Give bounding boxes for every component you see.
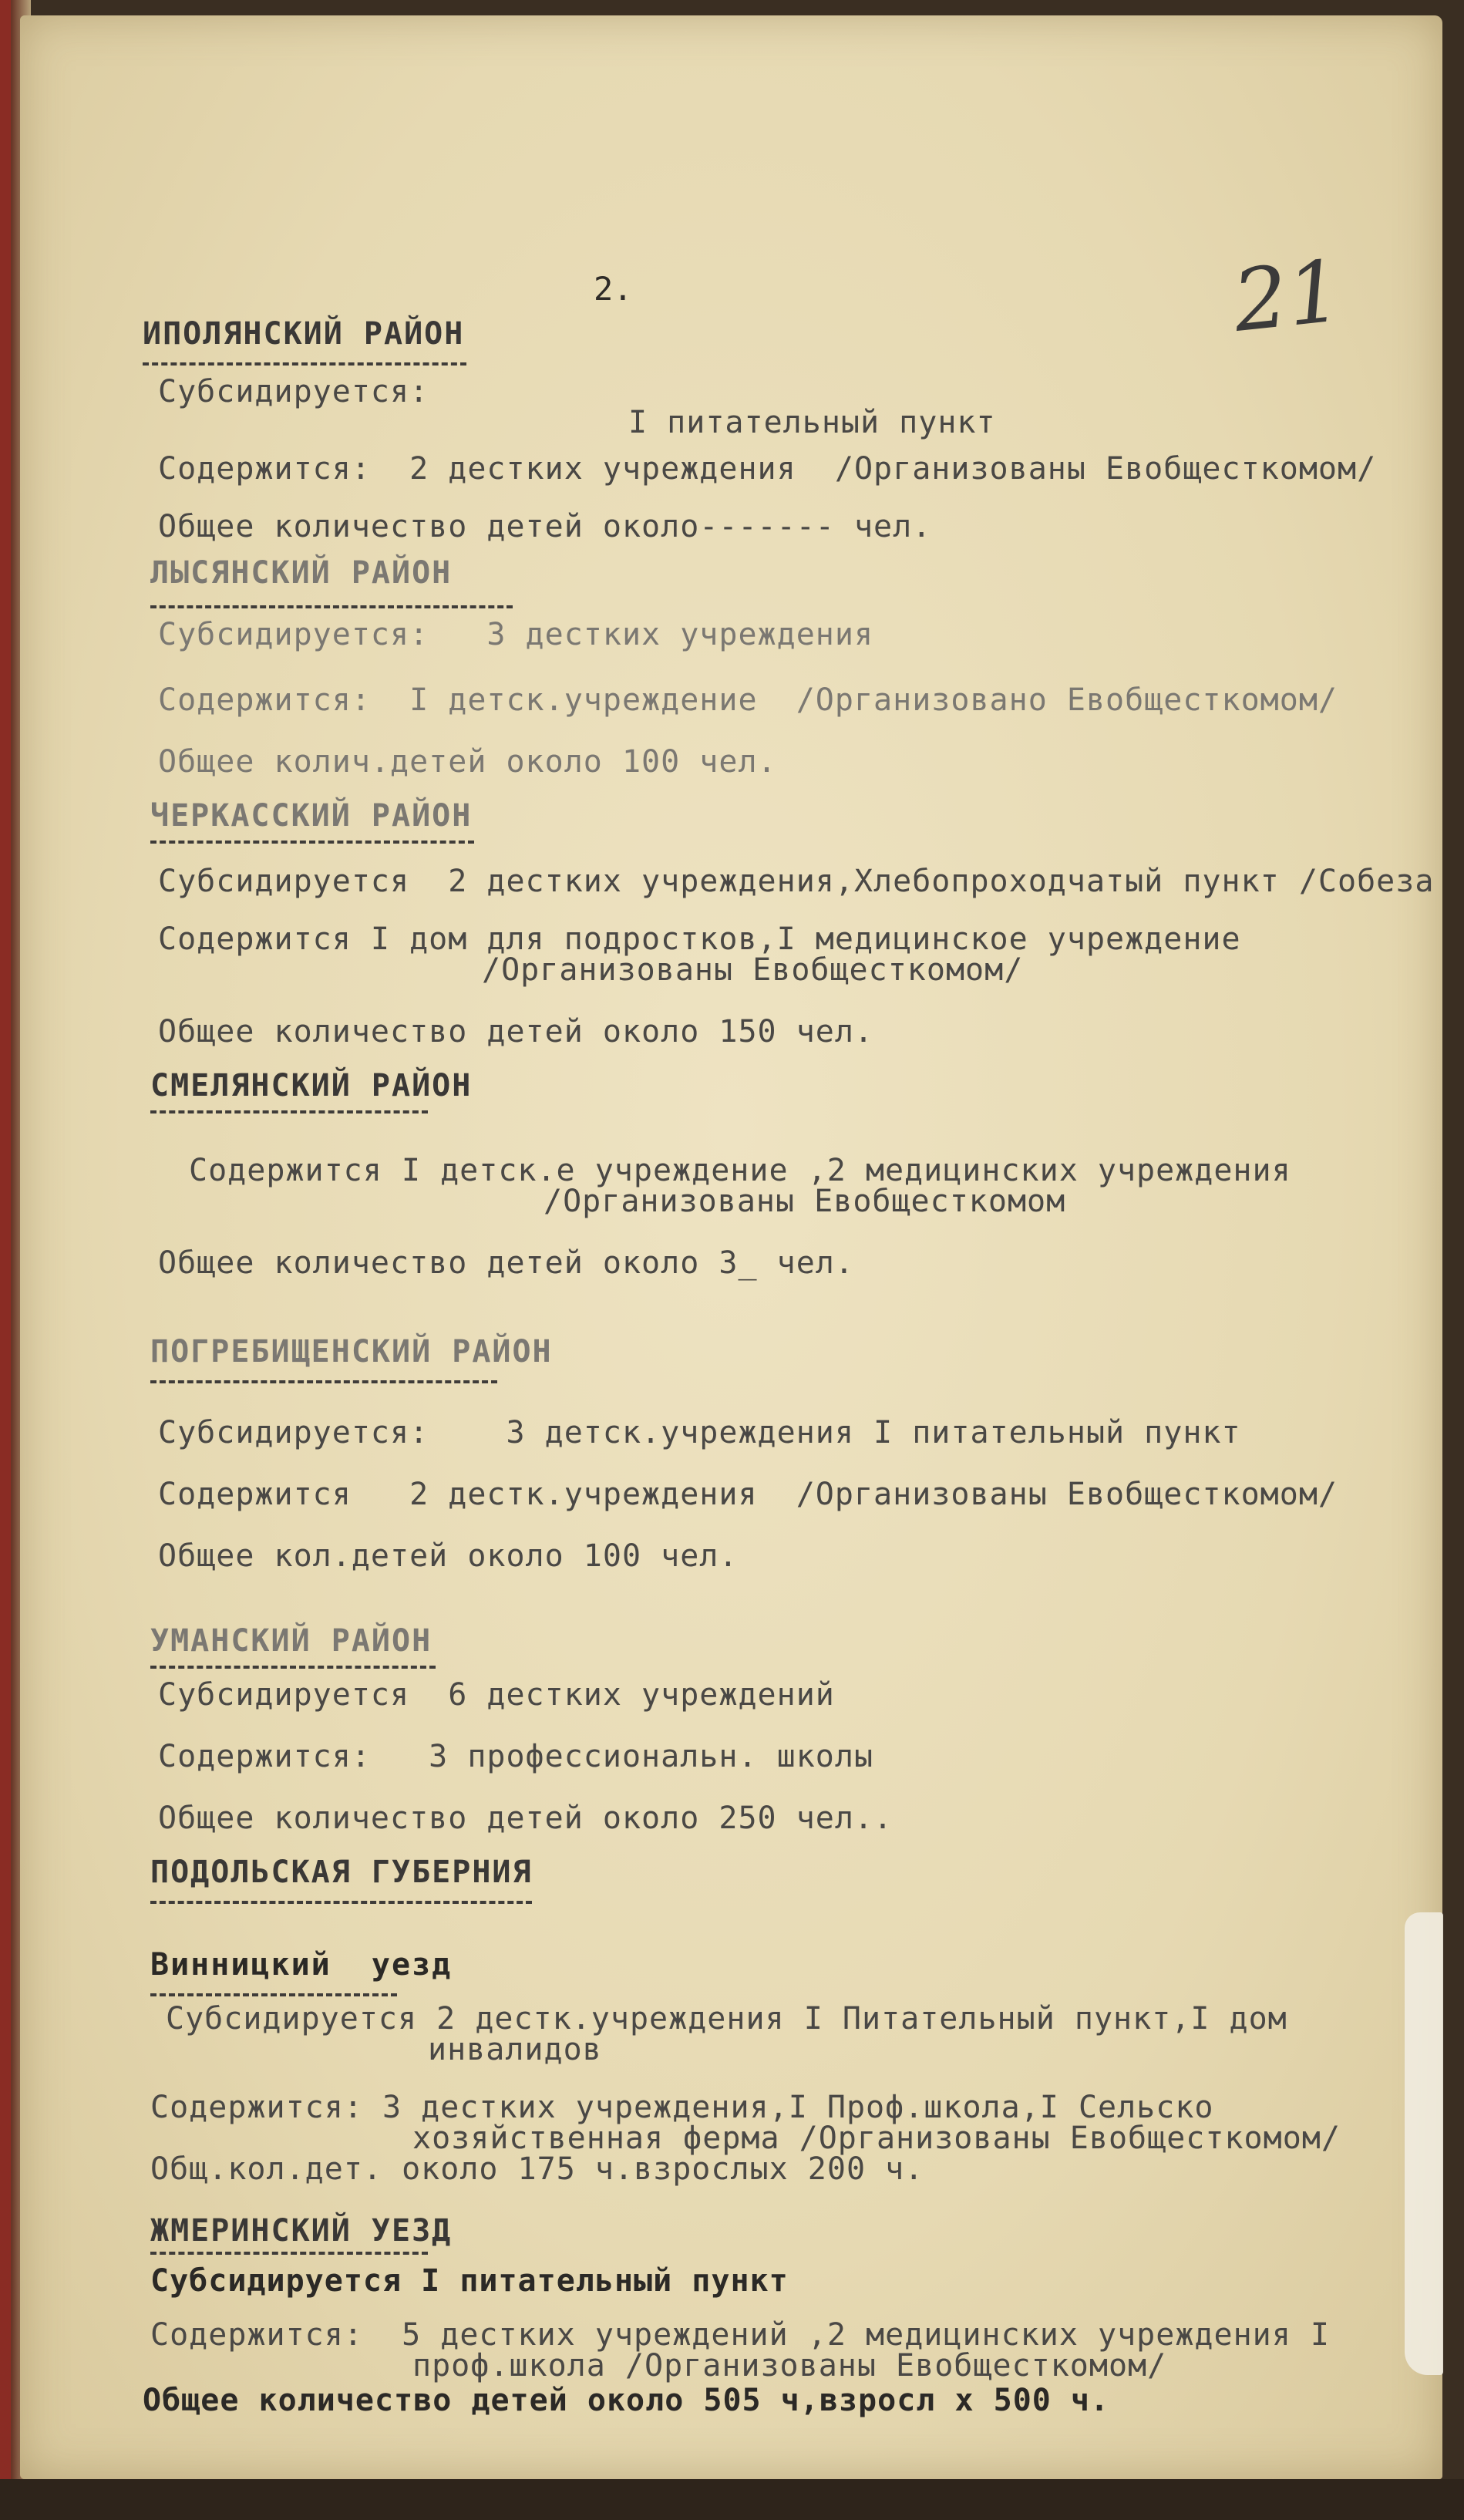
text-line: Субсидируется 6 дестких учреждений bbox=[158, 1677, 835, 1713]
text-line: Содержится I детск.е учреждение ,2 медицинских учреждения bbox=[189, 1153, 1291, 1188]
section-heading: УМАНСКИЙ РАЙОН bbox=[150, 1623, 432, 1659]
text-line: хозяйственная ферма /Организованы Евобщесткомом/ bbox=[412, 2121, 1341, 2156]
text-line: Субсидируется: bbox=[158, 374, 429, 409]
text-line: I питательный пункт bbox=[628, 405, 996, 440]
text-line: Общее количество детей около 250 чел.. bbox=[158, 1801, 894, 1836]
text-line: Субсидируется 2 дестк.учреждения I Питательный пункт,I дом bbox=[166, 2001, 1287, 2037]
text-line: Субсидируется 2 дестких учреждения,Хлебопроходчатый пункт /Собеза bbox=[158, 864, 1435, 899]
heading-underline bbox=[150, 1993, 397, 1996]
section-heading: ПОДОЛЬСКАЯ ГУБЕРНИЯ bbox=[150, 1855, 533, 1890]
section-heading: Винницкий уезд bbox=[150, 1947, 453, 1983]
text-line: Содержится: I детск.учреждение /Организовано Евобщесткомом/ bbox=[158, 682, 1338, 718]
section-heading: ЧЕРКАССКИЙ РАЙОН bbox=[150, 798, 473, 834]
heading-underline bbox=[150, 1110, 428, 1113]
folio-number: 21 bbox=[1228, 241, 1347, 351]
text-line: Содержится 2 дестк.учреждения /Организованы Евобщесткомом/ bbox=[158, 1477, 1338, 1512]
text-line: Общее количество детей около 150 чел. bbox=[158, 1014, 874, 1049]
text-line: Содержится: 5 дестких учреждений ,2 медицинских учреждения I bbox=[150, 2317, 1331, 2353]
text-line: Субсидируется: 3 детск.учреждения I питательный пункт bbox=[158, 1415, 1241, 1450]
background-strip bbox=[0, 2479, 1464, 2520]
heading-underline bbox=[150, 1380, 497, 1383]
page-number: 2. bbox=[594, 270, 633, 308]
torn-edge bbox=[1405, 1912, 1443, 2375]
text-line: Общее количество детей около 505 ч,взросл х 500 ч. bbox=[143, 2383, 1110, 2418]
text-line: Содержится: 3 профессиональн. школы bbox=[158, 1739, 874, 1774]
section-heading: ЖМЕРИНСКИЙ УЕЗД bbox=[150, 2213, 453, 2249]
text-line: Субсидируется I питательный пункт bbox=[150, 2263, 789, 2299]
text-line: /Организованы Евобщесткомом bbox=[544, 1184, 1066, 1219]
heading-underline bbox=[150, 1666, 436, 1669]
text-line: Общее количество детей около------- чел. bbox=[158, 509, 932, 544]
text-line: Содержится: 3 дестких учреждения,I Проф.школа,I Сельско bbox=[150, 2090, 1214, 2125]
text-line: Содержится: 2 дестких учреждения /Организованы Евобщесткомом/ bbox=[158, 451, 1377, 487]
text-line: Общее кол.детей около 100 чел. bbox=[158, 1538, 739, 1574]
heading-underline bbox=[150, 1901, 532, 1904]
text-line: Общее колич.детей около 100 чел. bbox=[158, 744, 777, 780]
binding-spine bbox=[0, 0, 11, 2520]
text-line: Общее количество детей около 3_ чел. bbox=[158, 1245, 854, 1281]
text-line: Общ.кол.дет. около 175 ч.взрослых 200 ч. bbox=[150, 2151, 924, 2187]
text-line: /Организованы Евобщесткомом/ bbox=[482, 952, 1024, 988]
section-heading: ИПОЛЯНСКИЙ РАЙОН bbox=[143, 316, 465, 352]
heading-underline bbox=[143, 362, 466, 366]
heading-underline bbox=[150, 2252, 428, 2255]
heading-underline bbox=[150, 841, 474, 844]
text-line: Субсидируется: 3 дестких учреждения bbox=[158, 617, 874, 652]
text-line: проф.школа /Организованы Евобщесткомом/ bbox=[412, 2348, 1167, 2384]
section-heading: СМЕЛЯНСКИЙ РАЙОН bbox=[150, 1068, 473, 1103]
heading-underline bbox=[150, 605, 513, 608]
section-heading: ПОГРЕБИЩЕНСКИЙ РАЙОН bbox=[150, 1334, 553, 1369]
text-line: Содержится I дом для подростков,I медицинское учреждение bbox=[158, 921, 1241, 957]
section-heading: ЛЫСЯНСКИЙ РАЙОН bbox=[150, 555, 453, 591]
text-line: инвалидов bbox=[428, 2032, 602, 2067]
